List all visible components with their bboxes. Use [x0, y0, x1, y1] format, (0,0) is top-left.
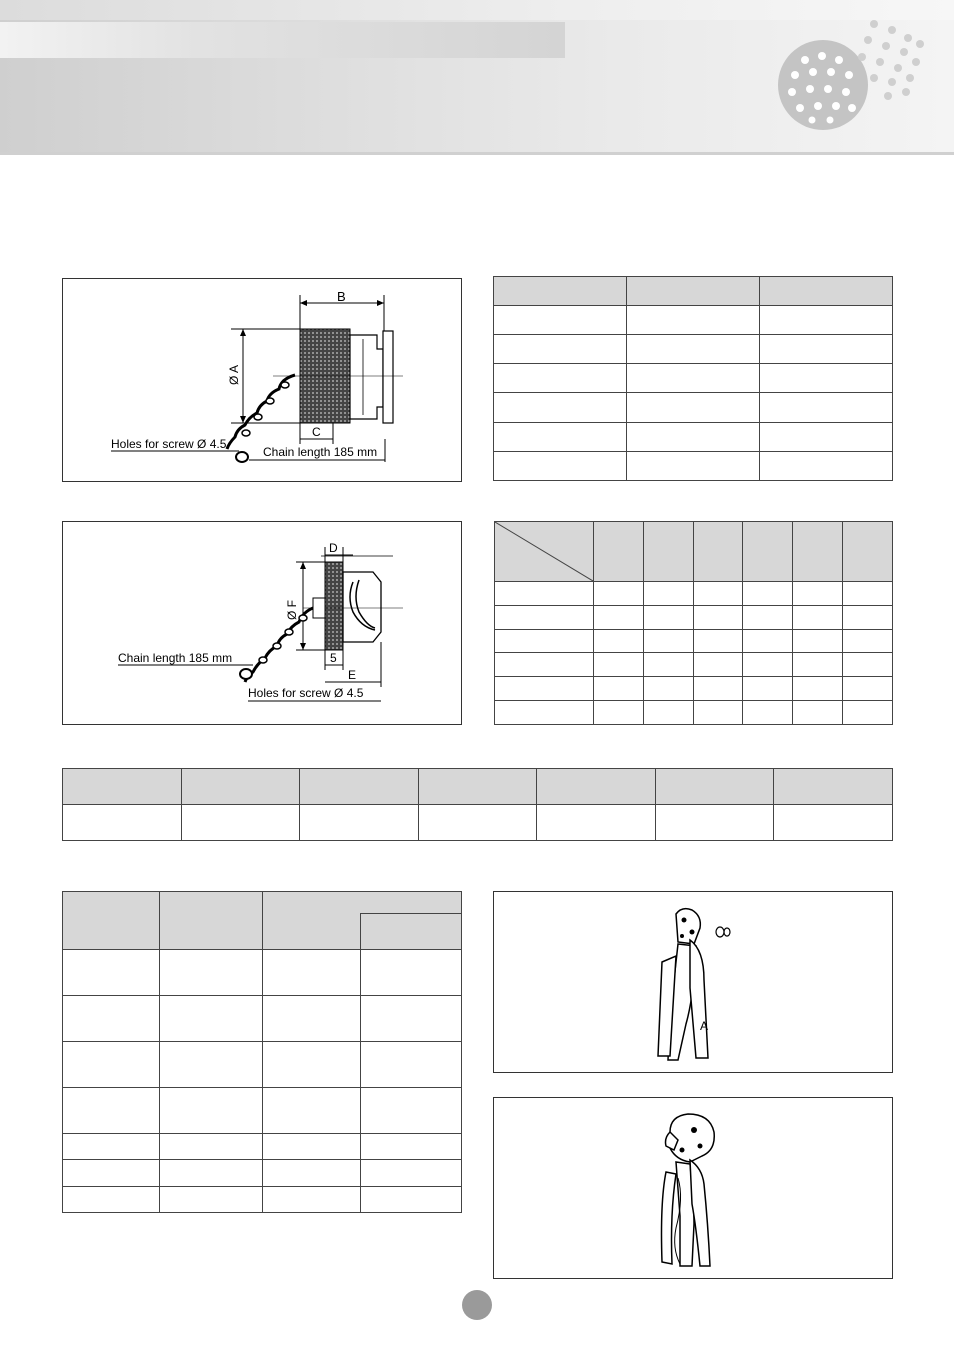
crimp-tool-2-svg: [494, 1098, 892, 1278]
table-header-cell: [693, 522, 743, 582]
crimp-tool-svg: [494, 892, 892, 1072]
figure-cap-side-drawing: [62, 521, 462, 725]
dim-c-label: C: [312, 425, 321, 439]
table-header-cell: [537, 769, 656, 805]
table-header-cell: [63, 769, 182, 805]
table-header-cell: [160, 892, 263, 950]
page-number-badge: [462, 1290, 492, 1320]
table-row: [495, 701, 893, 725]
cap-drawing-svg: [63, 279, 461, 481]
figure-crimp-tool-2: [493, 1097, 893, 1279]
chain-length-label-2: Chain length 185 mm: [118, 651, 233, 665]
tool-a-label: A: [700, 1019, 709, 1033]
table-row: [63, 805, 893, 841]
table-row: [494, 335, 893, 364]
table-row: [495, 629, 893, 653]
table-row: [494, 451, 893, 480]
table-header-cell: [63, 892, 160, 950]
table-header-cell: [843, 522, 893, 582]
dim-f-label: Ø F: [285, 600, 299, 620]
table-row: [495, 605, 893, 629]
table-header-cell: [793, 522, 843, 582]
holes-label-2: Holes for screw Ø 4.5: [248, 686, 364, 700]
table-row: [63, 950, 462, 996]
table-row: [63, 1160, 462, 1187]
table-row: [494, 393, 893, 422]
table-header-cell: [643, 522, 693, 582]
spec-table-3: [62, 768, 893, 841]
table-row: [494, 422, 893, 451]
dim-b-label: B: [337, 289, 346, 304]
chain-length-label: Chain length 185 mm: [263, 445, 378, 459]
table-row: [63, 1088, 462, 1134]
table-row: [63, 1187, 462, 1213]
table-header-cell: [494, 277, 627, 306]
dim-a-label: Ø A: [227, 364, 241, 385]
header-title-bar: [0, 22, 565, 58]
table-row: [494, 364, 893, 393]
table-header-cell: [655, 769, 774, 805]
table-header-cell: [418, 769, 537, 805]
table-header-cell: [361, 914, 462, 950]
table-header-cell: [263, 914, 361, 950]
table-header-cell: [743, 522, 793, 582]
table-header-cell: [627, 277, 760, 306]
dim-5-label: 5: [330, 651, 337, 665]
dim-e-label: E: [348, 668, 357, 682]
table-row: [63, 1042, 462, 1088]
table-row: [63, 996, 462, 1042]
table-row: [495, 653, 893, 677]
table-header-cell: [774, 769, 893, 805]
holes-label: Holes for screw Ø 4.5: [111, 437, 227, 451]
diagonal-header-cell: [495, 522, 594, 582]
spec-table-1: [493, 276, 893, 481]
table-row: [495, 582, 893, 606]
table-header-cell: [263, 892, 462, 914]
cap-side-drawing-svg: [63, 522, 461, 724]
page-header-band: [0, 0, 954, 155]
table-header-cell: [594, 522, 644, 582]
dim-d-label: D: [329, 541, 338, 555]
spec-table-2: [494, 521, 893, 725]
table-row: [494, 306, 893, 335]
brand-logo-icon: [770, 12, 940, 142]
spec-table-4: [62, 891, 462, 1213]
table-header-cell: [760, 277, 893, 306]
figure-cap-drawing: [62, 278, 462, 482]
table-header-cell: [300, 769, 419, 805]
table-row: [495, 677, 893, 701]
diagonal-divider: [495, 522, 593, 581]
figure-crimp-tool: [493, 891, 893, 1073]
table-row: [63, 1134, 462, 1160]
header-divider: [0, 152, 954, 155]
table-header-cell: [181, 769, 300, 805]
